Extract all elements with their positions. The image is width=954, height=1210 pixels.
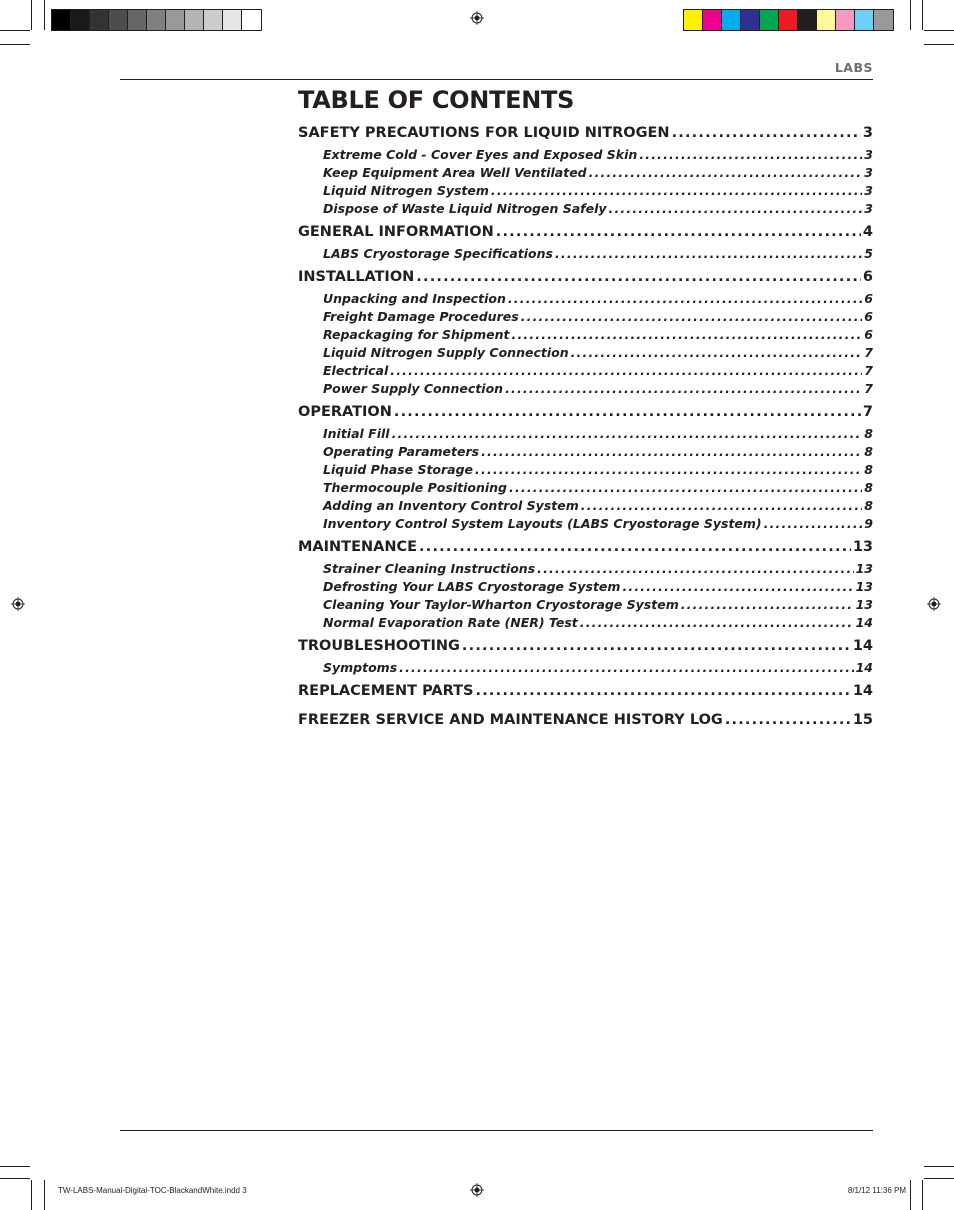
toc-subsection-entry[interactable]	[298, 497, 873, 515]
toc-subsection-entry[interactable]	[298, 245, 873, 263]
toc-subsection-entry-page-number: 5	[864, 246, 873, 261]
toc-subsection-entry-label: Symptoms	[323, 660, 398, 675]
toc-subsection-entry-label: Unpacking and Inspection	[323, 291, 506, 306]
toc-section	[298, 222, 873, 263]
toc-subsection-entry[interactable]	[298, 596, 873, 614]
toc-section-entry[interactable]	[298, 681, 873, 701]
toc-subsection-entry-label: Freight Damage Procedures	[323, 309, 519, 324]
dot-leader	[589, 164, 863, 182]
toc-section-entry[interactable]	[298, 267, 873, 287]
header-brand: LABS	[834, 60, 873, 75]
crop-mark	[0, 1178, 30, 1179]
toc-subsection-entry-page-number: 7	[864, 381, 873, 396]
toc-subsection-entry-label: Initial Fill	[323, 426, 390, 441]
toc-section-entry-page-number: 13	[852, 539, 873, 555]
toc-subsection-entry[interactable]	[298, 146, 873, 164]
crop-mark	[0, 1166, 30, 1167]
color-swatch	[684, 10, 703, 30]
toc-section-entry-page-number: 14	[852, 683, 873, 699]
toc-section-entry[interactable]	[298, 537, 873, 557]
color-swatch	[71, 10, 90, 30]
color-swatch	[760, 10, 779, 30]
color-swatch	[779, 10, 798, 30]
toc-subsection-entry-page-number: 3	[864, 183, 873, 198]
grayscale-color-bar	[51, 9, 262, 31]
dot-leader	[555, 245, 862, 263]
dot-leader	[505, 380, 862, 398]
toc-subsection-entry-label: Dispose of Waste Liquid Nitrogen Safely	[323, 201, 607, 216]
toc-section-entry-label: OPERATION	[298, 404, 392, 420]
color-swatch	[817, 10, 836, 30]
dot-leader	[509, 479, 862, 497]
crop-mark	[910, 1180, 911, 1210]
color-swatch	[109, 10, 128, 30]
dot-leader	[639, 146, 862, 164]
toc-section-entry[interactable]	[298, 222, 873, 242]
toc-subsection-entry-page-number: 6	[864, 291, 873, 306]
toc-subsection-entry-label: Liquid Nitrogen System	[323, 183, 489, 198]
toc-subsection-entry-label: Power Supply Connection	[323, 381, 504, 396]
toc-subsection-entry[interactable]	[298, 578, 873, 596]
color-swatch	[147, 10, 166, 30]
toc-section-entry[interactable]	[298, 636, 873, 656]
toc-section	[298, 267, 873, 398]
dot-leader	[416, 267, 861, 287]
dot-leader	[462, 636, 851, 656]
dot-leader	[475, 681, 850, 701]
toc-subsection-entry-page-number: 14	[855, 615, 873, 630]
toc-section	[298, 537, 873, 632]
crop-mark	[924, 30, 954, 31]
toc-section	[298, 636, 873, 677]
toc-subsection-entry-label: LABS Cryostorage Specifications	[323, 246, 553, 261]
table-of-contents	[298, 123, 873, 730]
dot-leader	[681, 596, 854, 614]
toc-section-entry-page-number: 6	[862, 269, 873, 285]
toc-subsection-entry[interactable]	[298, 479, 873, 497]
toc-section-entry-page-number: 14	[852, 638, 873, 654]
toc-subsection-entry[interactable]	[298, 659, 873, 677]
dot-leader	[764, 515, 863, 533]
dot-leader	[512, 326, 863, 344]
toc-subsection-entry-page-number: 13	[855, 597, 873, 612]
color-swatch	[703, 10, 722, 30]
color-swatch	[166, 10, 185, 30]
dot-leader	[390, 362, 862, 380]
toc-section-entry-label: TROUBLESHOOTING	[298, 638, 460, 654]
dot-leader	[491, 182, 862, 200]
toc-section	[298, 681, 873, 701]
crop-mark	[31, 1180, 32, 1210]
header-rule	[120, 79, 873, 80]
dot-leader	[581, 497, 863, 515]
dot-leader	[394, 402, 861, 422]
toc-subsection-entry[interactable]	[298, 560, 873, 578]
toc-subsection-list	[298, 659, 873, 677]
toc-subsection-entry-page-number: 8	[864, 498, 873, 513]
dot-leader	[521, 308, 863, 326]
dot-leader	[672, 123, 861, 143]
toc-section-entry-label: SAFETY PRECAUTIONS FOR LIQUID NITROGEN	[298, 125, 670, 141]
registration-mark-icon	[11, 597, 25, 611]
crop-mark	[922, 1180, 923, 1210]
toc-subsection-entry-page-number: 3	[864, 147, 873, 162]
toc-subsection-entry-label: Extreme Cold - Cover Eyes and Exposed Skin	[323, 147, 638, 162]
crop-mark	[44, 0, 45, 30]
toc-subsection-entry-label: Keep Equipment Area Well Ventilated	[323, 165, 587, 180]
toc-subsection-entry-page-number: 14	[855, 660, 873, 675]
toc-subsection-entry-page-number: 8	[864, 444, 873, 459]
toc-subsection-list	[298, 560, 873, 632]
footer-filename: TW-LABS-Manual-Digital-TOC-BlackandWhite.indd 3	[58, 1186, 247, 1195]
crop-mark	[922, 0, 923, 30]
color-swatch	[242, 10, 261, 30]
toc-subsection-entry-label: Adding an Inventory Control System	[323, 498, 579, 513]
toc-subsection-entry[interactable]	[298, 308, 873, 326]
toc-section-entry-page-number: 7	[862, 404, 873, 420]
color-swatch	[128, 10, 147, 30]
toc-subsection-list	[298, 146, 873, 218]
toc-subsection-entry-label: Cleaning Your Taylor-Wharton Cryostorage System	[323, 597, 679, 612]
color-swatch	[855, 10, 874, 30]
toc-section-entry-page-number: 3	[862, 125, 873, 141]
toc-section-entry[interactable]	[298, 710, 873, 730]
toc-section-entry-label: MAINTENANCE	[298, 539, 418, 555]
toc-subsection-entry-label: Strainer Cleaning Instructions	[323, 561, 536, 576]
color-swatch	[722, 10, 741, 30]
toc-subsection-entry[interactable]	[298, 461, 873, 479]
toc-subsection-entry[interactable]	[298, 425, 873, 443]
color-swatch	[874, 10, 893, 30]
footer-timestamp: 8/1/12 11:36 PM	[847, 1186, 906, 1195]
toc-section-entry[interactable]	[298, 123, 873, 143]
dot-leader	[580, 614, 854, 632]
crop-mark	[924, 1178, 954, 1179]
toc-section-entry-page-number: 15	[852, 712, 873, 728]
toc-subsection-entry-label: Defrosting Your LABS Cryostorage System	[323, 579, 621, 594]
toc-subsection-entry-page-number: 8	[864, 426, 873, 441]
dot-leader	[392, 425, 863, 443]
dot-leader	[475, 461, 862, 479]
crop-mark	[0, 30, 30, 31]
dot-leader	[537, 560, 853, 578]
toc-subsection-entry-label: Electrical	[323, 363, 389, 378]
color-swatch	[741, 10, 760, 30]
toc-subsection-entry-page-number: 13	[855, 579, 873, 594]
toc-subsection-entry-page-number: 7	[864, 363, 873, 378]
dot-leader	[508, 290, 862, 308]
toc-subsection-entry-page-number: 8	[864, 480, 873, 495]
footer-rule	[120, 1130, 873, 1131]
toc-section-entry-page-number: 4	[862, 224, 873, 240]
toc-subsection-entry-label: Inventory Control System Layouts (LABS Cryostorage System)	[323, 516, 762, 531]
toc-subsection-entry-page-number: 3	[864, 201, 873, 216]
toc-subsection-entry[interactable]	[298, 515, 873, 533]
toc-subsection-entry[interactable]	[298, 164, 873, 182]
crop-mark	[910, 0, 911, 30]
registration-mark-icon	[927, 597, 941, 611]
color-swatch	[52, 10, 71, 30]
toc-subsection-entry-label: Operating Parameters	[323, 444, 480, 459]
crop-mark	[0, 44, 30, 45]
color-swatch	[798, 10, 817, 30]
color-swatch	[204, 10, 223, 30]
toc-section-entry-label: REPLACEMENT PARTS	[298, 683, 474, 699]
dot-leader	[399, 659, 853, 677]
page-title: TABLE OF CONTENTS	[298, 86, 575, 114]
dot-leader	[725, 710, 851, 730]
color-swatch	[185, 10, 204, 30]
crop-mark	[31, 0, 32, 30]
dot-leader	[609, 200, 863, 218]
toc-subsection-list	[298, 245, 873, 263]
toc-subsection-entry-label: Repackaging for Shipment	[323, 327, 510, 342]
crop-mark	[924, 1166, 954, 1167]
toc-section-entry-label: INSTALLATION	[298, 269, 415, 285]
dot-leader	[481, 443, 862, 461]
toc-subsection-entry-page-number: 7	[864, 345, 873, 360]
color-swatch	[90, 10, 109, 30]
crop-mark	[44, 1180, 45, 1210]
process-color-bar	[683, 9, 894, 31]
crop-mark	[924, 44, 954, 45]
toc-subsection-entry[interactable]	[298, 614, 873, 632]
toc-subsection-entry-label: Liquid Nitrogen Supply Connection	[323, 345, 569, 360]
color-swatch	[836, 10, 855, 30]
toc-section-entry-label: GENERAL INFORMATION	[298, 224, 494, 240]
dot-leader	[571, 344, 863, 362]
toc-subsection-entry-label: Normal Evaporation Rate (NER) Test	[323, 615, 578, 630]
toc-subsection-entry[interactable]	[298, 326, 873, 344]
color-swatch	[223, 10, 242, 30]
toc-subsection-entry-label: Liquid Phase Storage	[323, 462, 474, 477]
toc-subsection-entry[interactable]	[298, 182, 873, 200]
toc-section	[298, 710, 873, 730]
toc-subsection-entry-page-number: 8	[864, 462, 873, 477]
toc-subsection-entry-page-number: 9	[864, 516, 873, 531]
toc-subsection-entry[interactable]	[298, 362, 873, 380]
registration-mark-icon	[470, 11, 484, 25]
dot-leader	[622, 578, 853, 596]
toc-section-entry[interactable]	[298, 402, 873, 422]
toc-section	[298, 123, 873, 218]
toc-subsection-entry-page-number: 6	[864, 327, 873, 342]
toc-subsection-entry[interactable]	[298, 443, 873, 461]
toc-subsection-entry[interactable]	[298, 200, 873, 218]
registration-mark-icon	[470, 1183, 484, 1197]
toc-subsection-list	[298, 425, 873, 533]
toc-section	[298, 402, 873, 533]
dot-leader	[419, 537, 851, 557]
dot-leader	[496, 222, 861, 242]
toc-subsection-entry-page-number: 6	[864, 309, 873, 324]
toc-subsection-entry-page-number: 3	[864, 165, 873, 180]
toc-subsection-entry[interactable]	[298, 344, 873, 362]
toc-subsection-list	[298, 290, 873, 398]
toc-subsection-entry-page-number: 13	[855, 561, 873, 576]
toc-section-entry-label: FREEZER SERVICE AND MAINTENANCE HISTORY LOG	[298, 712, 723, 728]
toc-subsection-entry-label: Thermocouple Positioning	[323, 480, 507, 495]
toc-subsection-entry[interactable]	[298, 290, 873, 308]
toc-subsection-entry[interactable]	[298, 380, 873, 398]
